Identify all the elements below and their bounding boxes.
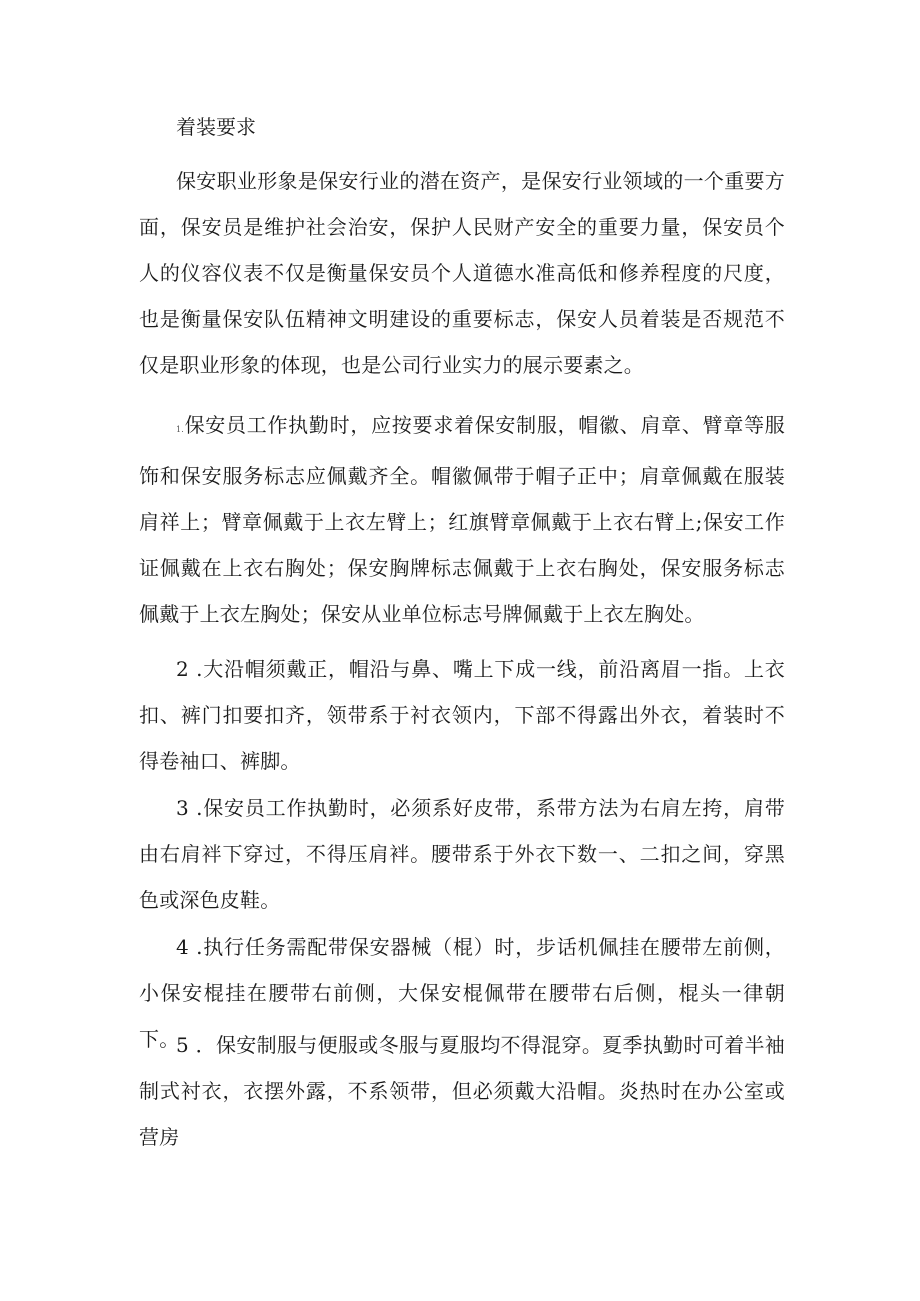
item-2-number: 2 bbox=[176, 657, 189, 681]
item-5-number: 5 bbox=[176, 1033, 189, 1057]
list-item bbox=[139, 785, 785, 923]
item-2-text: .大沿帽须戴正，帽沿与鼻、嘴上下成一线，前沿离眉一指。上衣扣、裤门扣要扣齐，领带系于衬衣领内，下部不得露出外衣，着装时不得卷袖口、裤脚。 bbox=[139, 657, 785, 773]
document-title: 着装要求 bbox=[176, 115, 256, 139]
item-3-number: 3 bbox=[176, 796, 189, 820]
item-4-number: 4 bbox=[176, 935, 189, 959]
item-4-text: .执行任务需配带保安器械（棍）时，步话机佩挂在腰带左前侧，小保安棍挂在腰带右前侧，大保安棍佩带在腰带右后侧，棍头一律朝下。 bbox=[139, 935, 785, 1051]
list-item bbox=[139, 1022, 785, 1160]
item-1-number: 1. bbox=[176, 425, 185, 434]
list-item bbox=[139, 402, 785, 637]
item-3-text: .保安员工作执勤时，必须系好皮带，系带方法为右肩左挎，肩带由右肩袢下穿过，不得压肩袢。腰带系于外衣下数一、二扣之间，穿黑色或深色皮鞋。 bbox=[139, 796, 785, 912]
list-item bbox=[139, 646, 785, 784]
item-5-text: ．保安制服与便服或冬服与夏服均不得混穿。夏季执勤时可着半袖制式衬衣，衣摆外露，不系领带，但必须戴大沿帽。炎热时在办公室或营房 bbox=[139, 1033, 785, 1149]
item-1-text: 保安员工作执勤时，应按要求着保安制服，帽徽、肩章、臂章等服饰和保安服务标志应佩戴齐全。帽徽佩带于帽子正中；肩章佩戴在服装肩祥上；臂章佩戴于上衣左臂上；红旗臂章佩戴于上衣右臂上;保安工作证佩戴在上衣右胸处；保安胸牌标志佩戴于上衣右胸处，保安服务标志佩戴于上衣左胸处；保安从业单位标志号牌佩戴于上衣左胸处。 bbox=[139, 413, 785, 626]
intro-text: 保安职业形象是保安行业的潜在资产，是保安行业领域的一个重要方面，保安员是维护社会治安，保护人民财产安全的重要力量，保安员个人的仪容仪表不仅是衡量保安员个人道德水准高低和修养程度的尺度，也是衡量保安队伍精神文明建设的重要标志，保安人员着装是否规范不仅是职业形象的体现，也是公司行业实力的展示要素之。 bbox=[139, 169, 785, 377]
intro-paragraph bbox=[139, 158, 785, 388]
